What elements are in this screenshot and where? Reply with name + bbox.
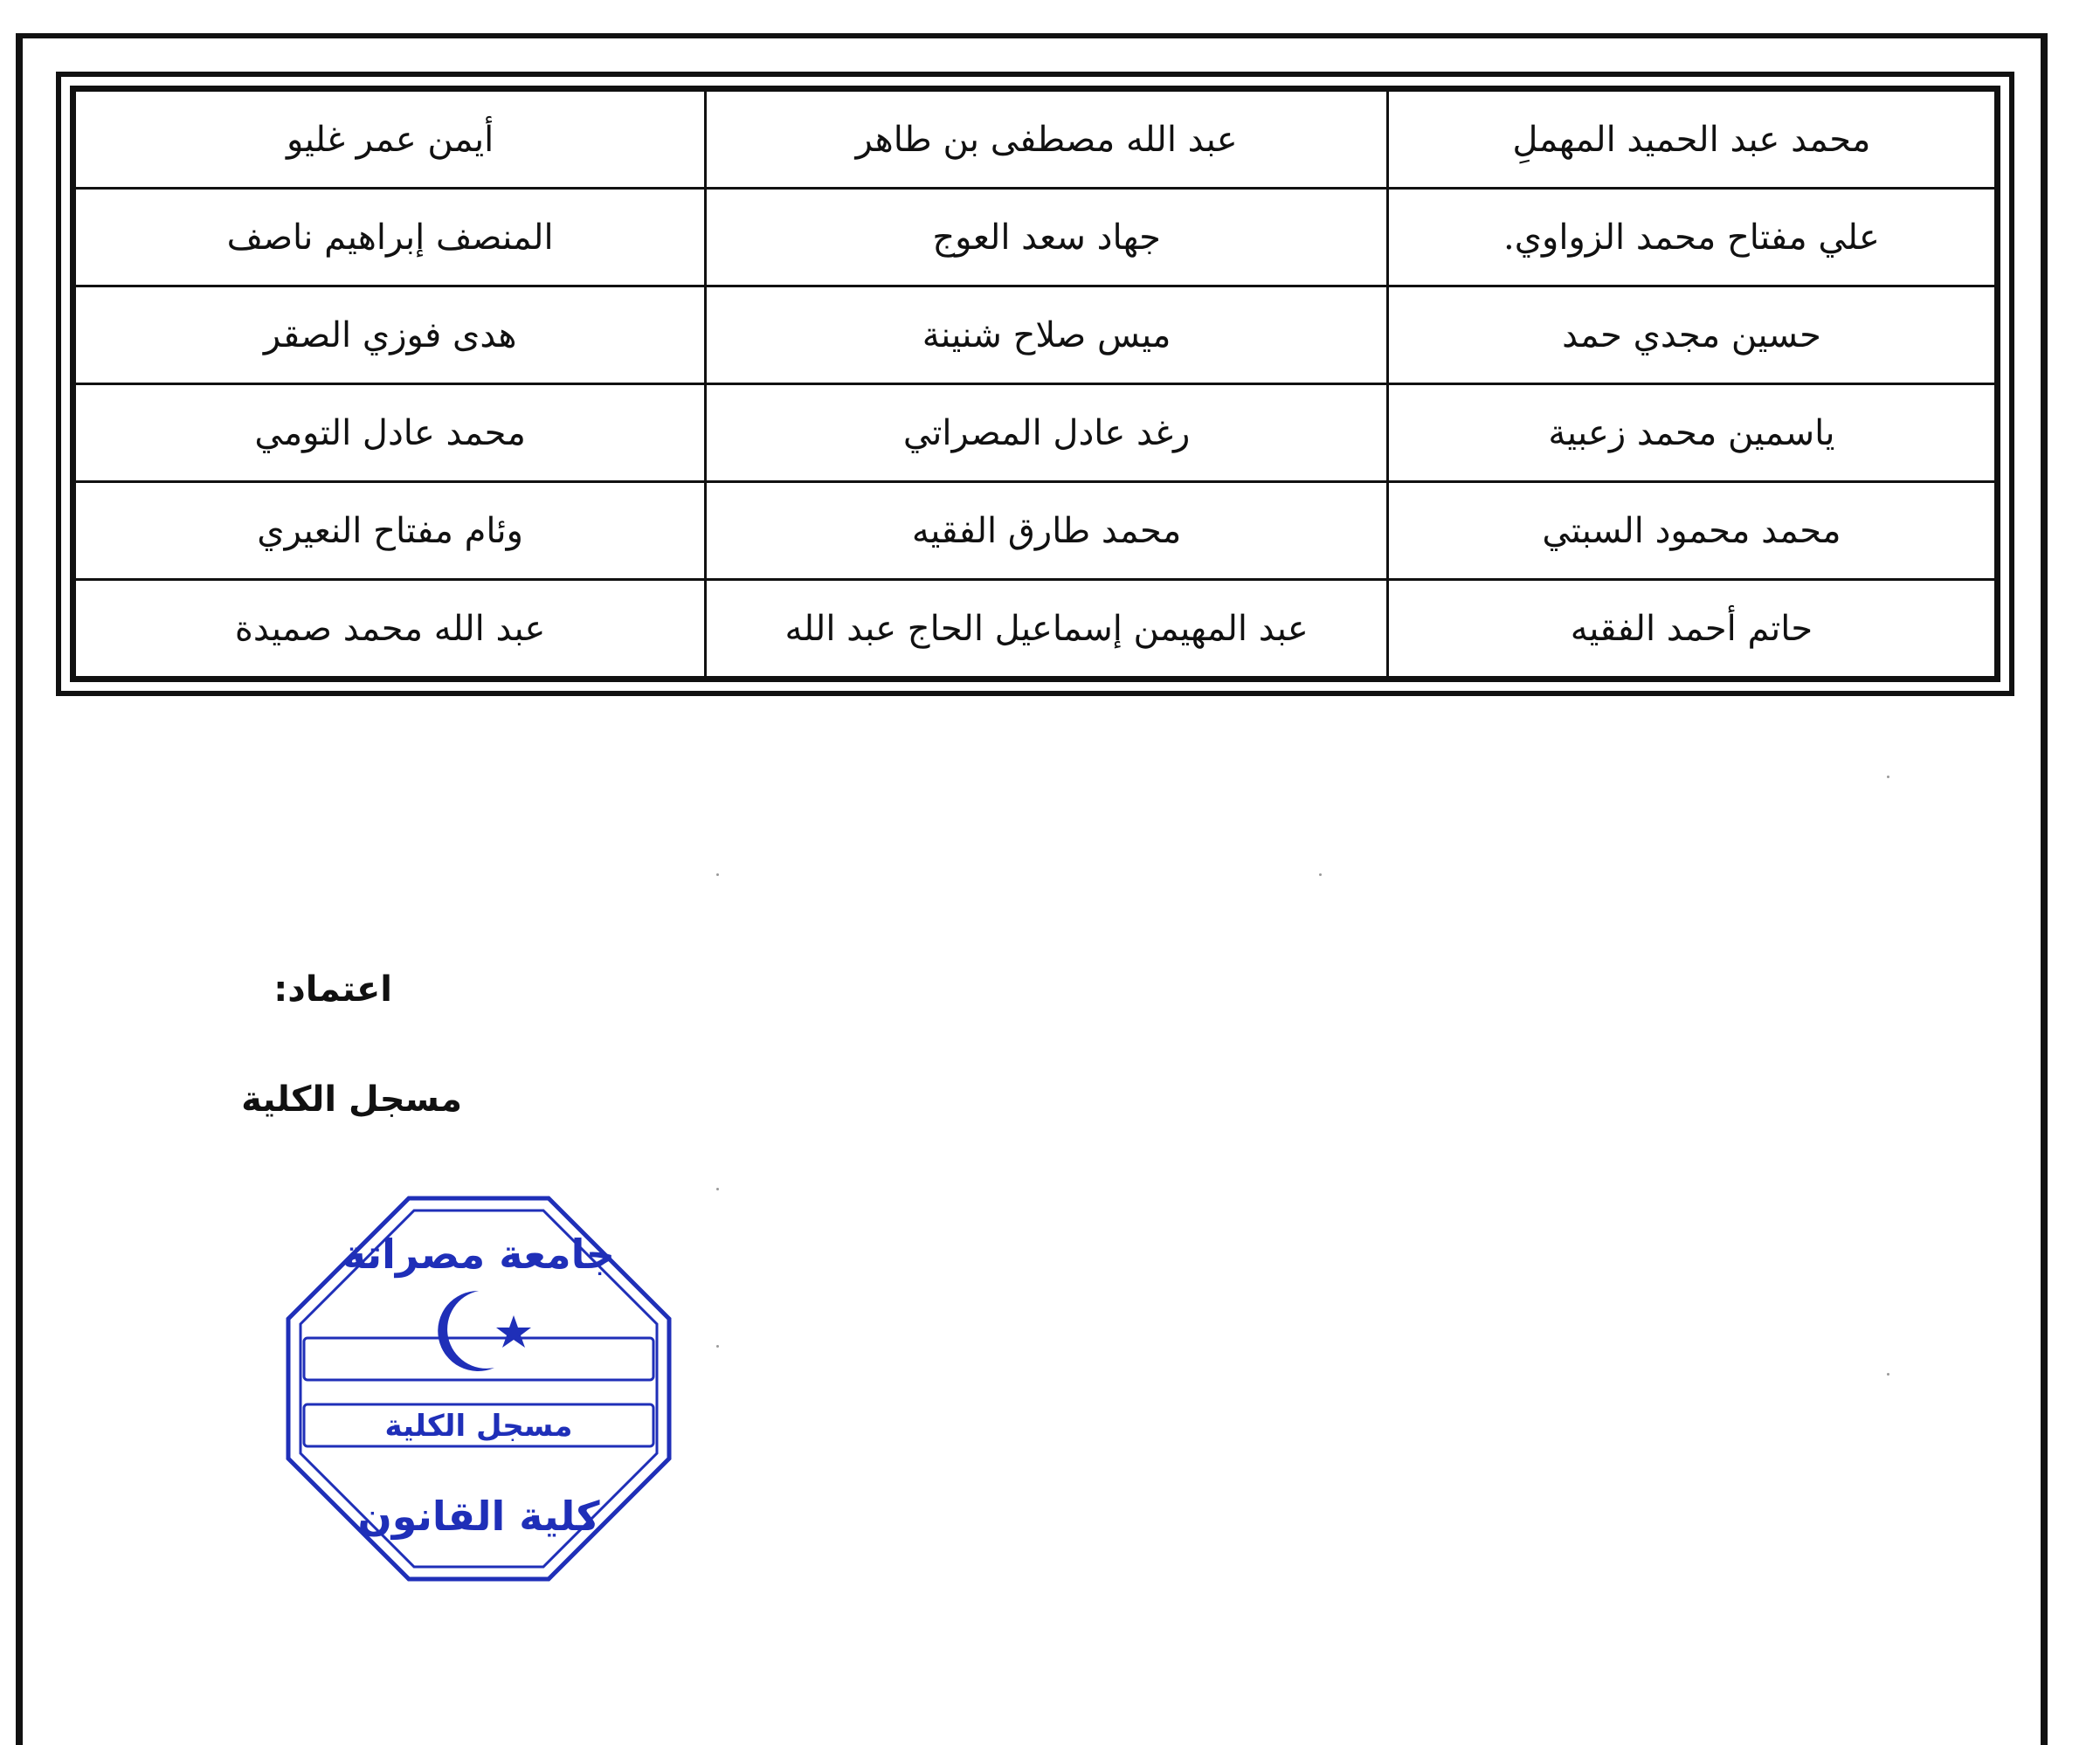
table-row: [75, 580, 1996, 678]
scan-speck: [716, 873, 719, 876]
table-row: [75, 286, 1996, 384]
scan-speck: [1887, 776, 1889, 778]
table-row: [75, 189, 1996, 286]
stamp-faculty-text: كلية القانون: [357, 1493, 600, 1540]
table-row: [75, 482, 1996, 580]
table-cell: عبد الله محمد صميدة: [75, 580, 706, 678]
table-cell: أيمن عمر غليو: [75, 91, 706, 189]
table-cell: علي مفتاح محمد الزواوي.: [1387, 189, 1995, 286]
table-cell: عبد المهيمن إسماعيل الحاج عبد الله: [706, 580, 1388, 678]
scan-speck: [716, 1188, 719, 1190]
table-cell: محمد عادل التومي: [75, 384, 706, 482]
table-cell: ميس صلاح شنينة: [706, 286, 1388, 384]
table-cell: هدى فوزي الصقر: [75, 286, 706, 384]
registrar-label: مسجل الكلية: [241, 1079, 462, 1120]
official-stamp: [278, 1188, 680, 1590]
table-cell: جهاد سعد العوج: [706, 189, 1388, 286]
names-table-frame: [56, 72, 2014, 696]
stamp-office-text: مسجل الكلية: [384, 1409, 573, 1444]
table-cell: المنصف إبراهيم ناصف: [75, 189, 706, 286]
crescent-star-icon: [438, 1291, 531, 1371]
scan-speck: [716, 1345, 719, 1348]
stamp-seal-icon: [278, 1188, 680, 1590]
approval-label: اعتماد:: [273, 969, 392, 1010]
table-cell: رغد عادل المصراتي: [706, 384, 1388, 482]
table-cell: عبد الله مصطفى بن طاهر: [706, 91, 1388, 189]
table-row: [75, 91, 1996, 189]
scan-speck: [1319, 873, 1322, 876]
table-cell: ياسمين محمد زعبية: [1387, 384, 1995, 482]
stamp-university-text: جامعة مصراتة: [342, 1231, 616, 1278]
table-cell: محمد عبد الحميد المهملِ: [1387, 91, 1995, 189]
table-cell: وئام مفتاح النعيري: [75, 482, 706, 580]
table-cell: محمد طارق الفقيه: [706, 482, 1388, 580]
names-table: [73, 89, 1997, 679]
scan-speck: [1887, 1373, 1889, 1376]
table-cell: حاتم أحمد الفقيه: [1387, 580, 1995, 678]
table-cell: محمد محمود السبتي: [1387, 482, 1995, 580]
table-row: [75, 384, 1996, 482]
table-cell: حسين مجدي حمد: [1387, 286, 1995, 384]
